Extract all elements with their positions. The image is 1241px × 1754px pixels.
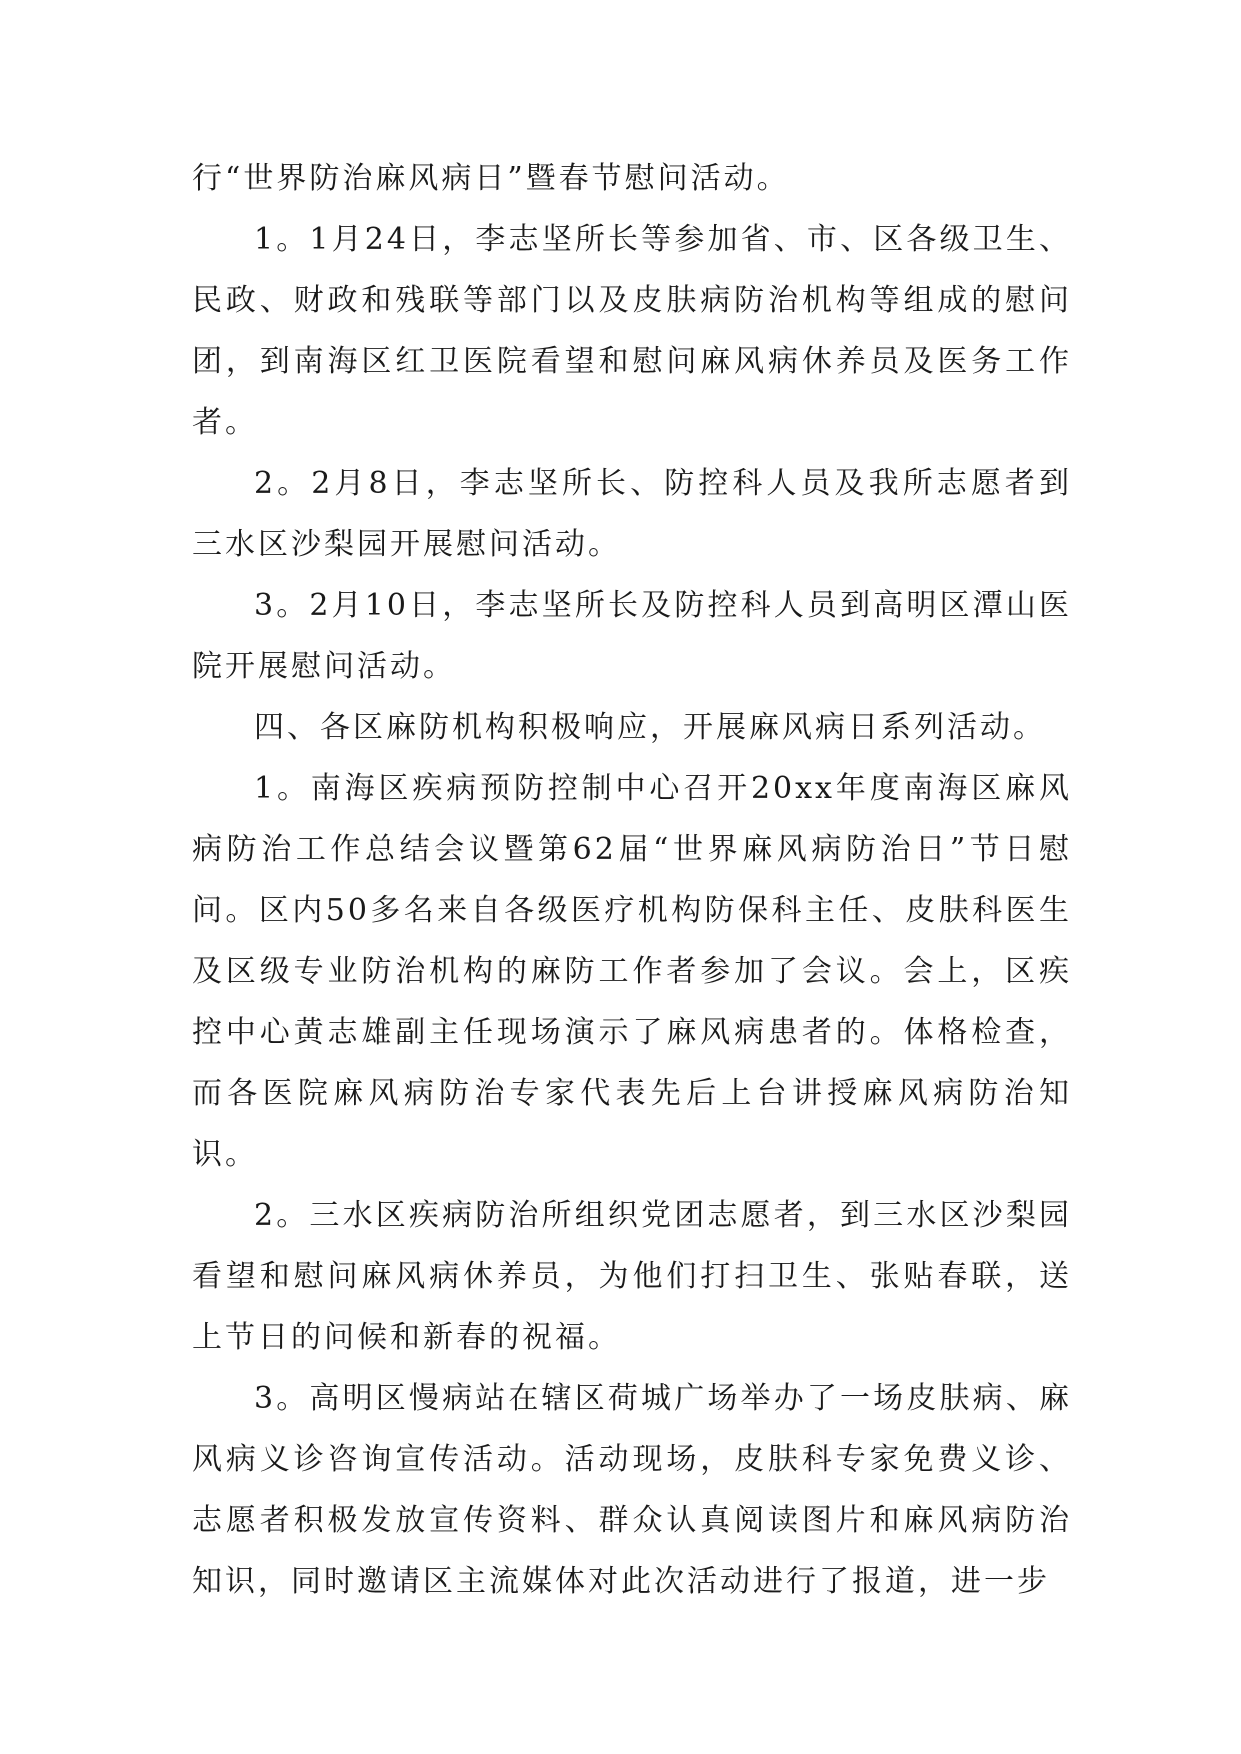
paragraph-item-3-feb10: 3。2月10日，李志坚所长及防控科人员到高明区潭山医院开展慰问活动。 — [192, 588, 1072, 684]
paragraph-item-2-feb8: 2。2月8日，李志坚所长、防控科人员及我所志愿者到三水区沙梨园开展慰问活动。 — [192, 466, 1072, 562]
section-heading-four: 四、各区麻防机构积极响应，开展麻风病日系列活动。 — [254, 710, 1046, 745]
document-body — [192, 148, 1072, 1612]
paragraph-nanhai: 1。南海区疾病预防控制中心召开20xx年度南海区麻风病防治工作总结会议暨第62届“世界麻风病防治日”节日慰问。区内50多名来自各级医疗机构防保科主任、皮肤科医生及区级专业防治机构的麻防工作者参加了会议。会上，区疾控中心黄志雄副主任现场演示了麻风病患者的。体格检查，而各医院麻风病防治专家代表先后上台讲授麻风病防治知识。 — [192, 771, 1072, 1172]
paragraph-item-1-jan24: 1。1月24日，李志坚所长等参加省、市、区各级卫生、民政、财政和残联等部门以及皮肤病防治机构等组成的慰问团，到南海区红卫医院看望和慰问麻风病休养员及医务工作者。 — [192, 222, 1072, 440]
paragraph-intro-continuation: 行“世界防治麻风病日”暨春节慰问活动。 — [192, 161, 790, 196]
paragraph-gaoming: 3。高明区慢病站在辖区荷城广场举办了一场皮肤病、麻风病义诊咨询宣传活动。活动现场，皮肤科专家免费义诊、志愿者积极发放宣传资料、群众认真阅读图片和麻风病防治知识，同时邀请区主流媒体对此次活动进行了报道，进一步 — [192, 1381, 1072, 1599]
paragraph-sanshui: 2。三水区疾病防治所组织党团志愿者，到三水区沙梨园看望和慰问麻风病休养员，为他们打扫卫生、张贴春联，送上节日的问候和新春的祝福。 — [192, 1198, 1072, 1355]
